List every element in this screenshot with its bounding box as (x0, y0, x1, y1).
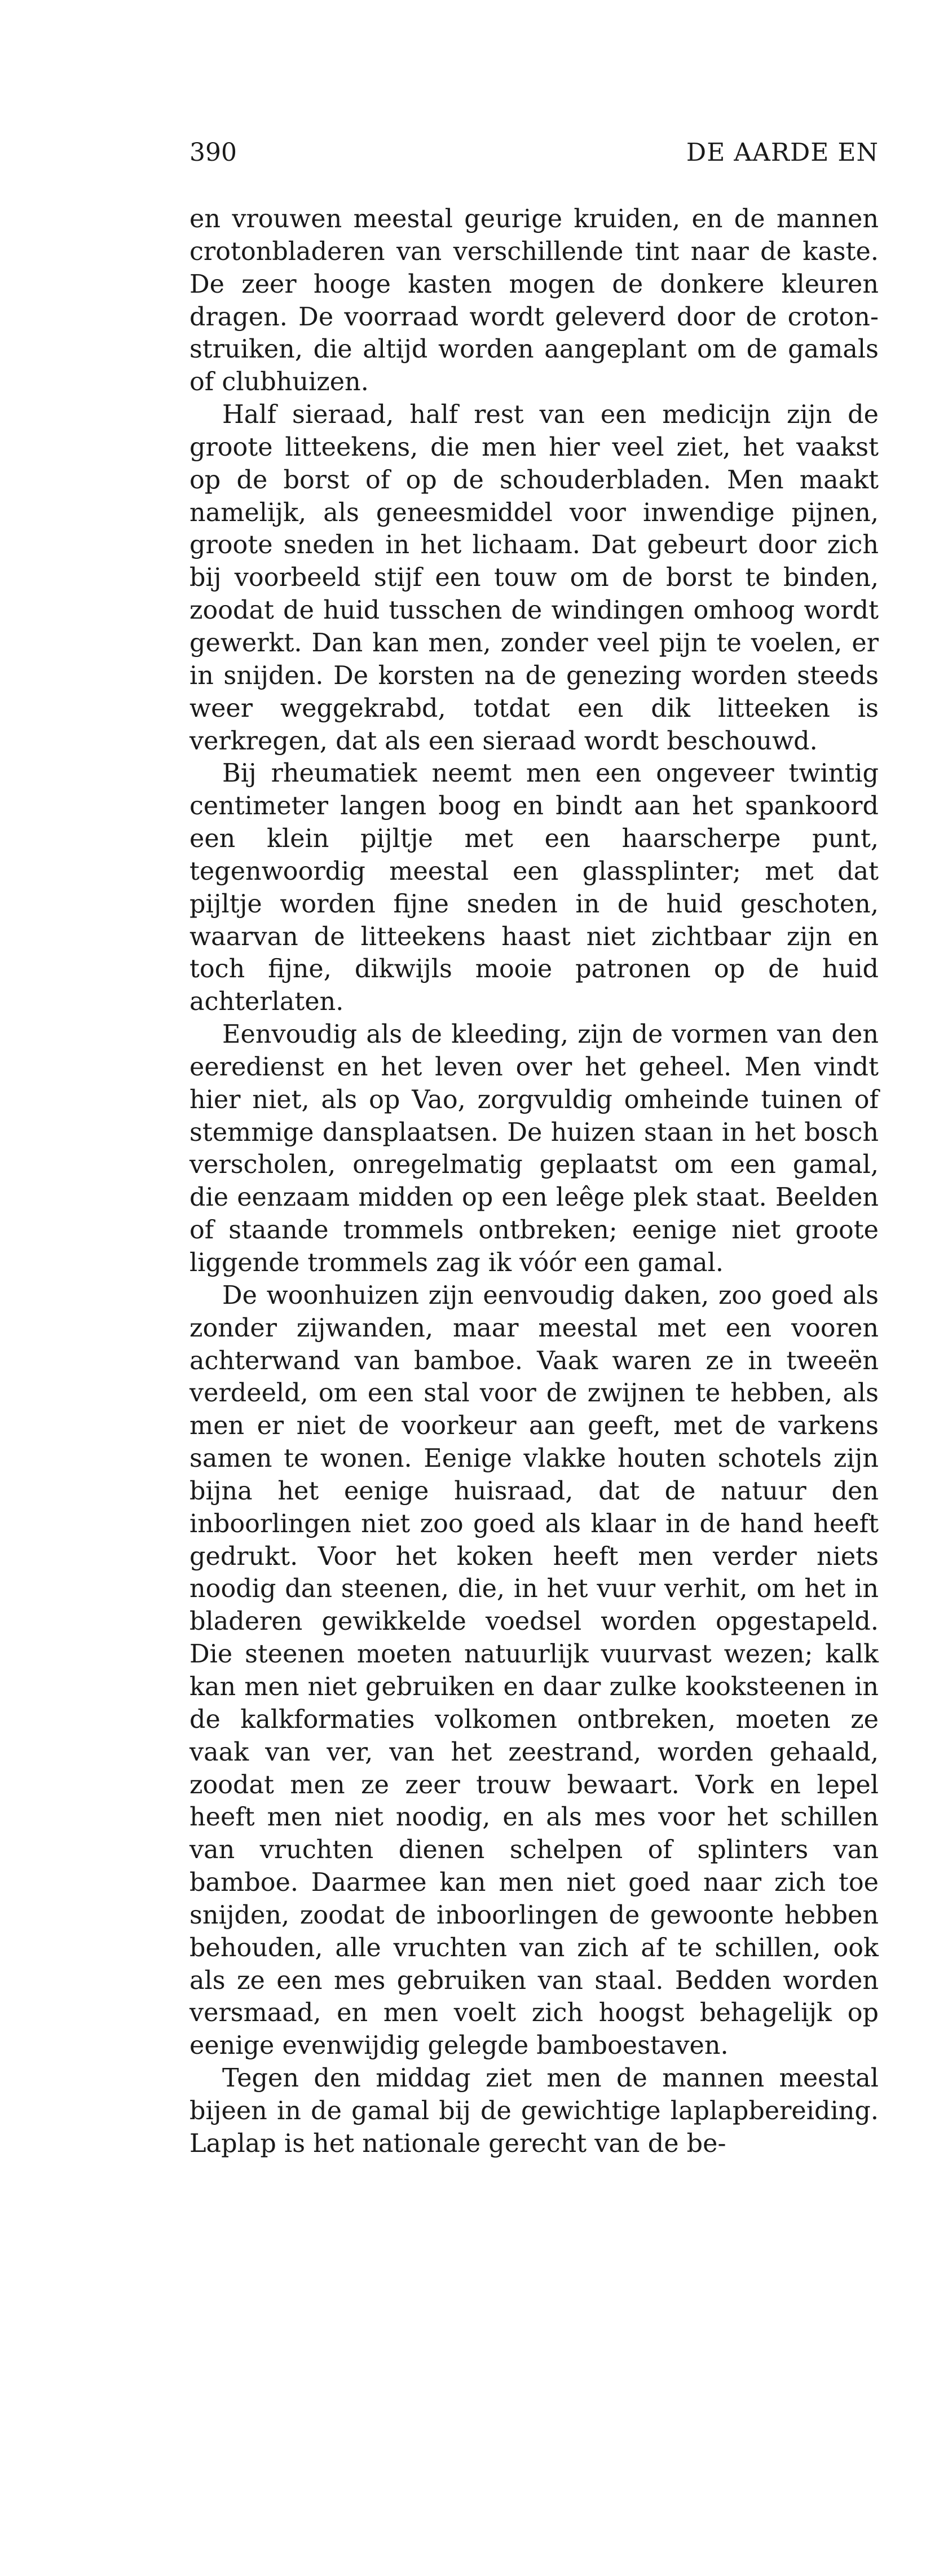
paragraph: Eenvoudig als de kleeding, zijn de vormen van den eeredienst en het leven over het geheel. Men vindt hier niet, als op Vao, zorgvuldig omheinde tuinen of stemmige dansplaatsen. De huizen staan in het bosch verscholen, onregelmatig geplaatst om een gamal, die eenzaam midden op een leêge plek staat. Beelden of staande trommels ontbreken; eenige niet groote liggende trommels zag ik vóór een gamal. (189, 1020, 879, 1277)
paragraph: Tegen den middag ziet men de mannen meestal bijeen in de gamal bij de gewichtige laplapbereiding. Laplap is het nationale gerecht van de be- (189, 2064, 879, 2158)
page-header (189, 133, 879, 173)
page-number: 390 (189, 138, 237, 167)
body-text (189, 203, 879, 2160)
running-title: DE AARDE EN (686, 138, 879, 167)
paragraph: en vrouwen meestal geurige kruiden, en de mannen crotonbladeren van verschillende tint naar de kaste. De zeer hooge kasten mogen de donkere kleuren dragen. De voorraad wordt geleverd door de crotonstruiken, die altijd worden aangeplant om de gamals of clubhuizen. (189, 205, 879, 397)
paragraph: Bij rheumatiek neemt men een ongeveer twintig centimeter langen boog en bindt aan het spankoord een klein pijltje met een haarscherpe punt, tegenwoordig meestal een glassplinter; met dat pijltje worden fijne sneden in de huid geschoten, waarvan de litteekens haast niet zichtbaar zijn en toch fijne, dikwijls mooie patronen op de huid achterlaten. (189, 759, 879, 1017)
paragraph: De woonhuizen zijn eenvoudig daken, zoo goed als zonder zijwanden, maar meestal met een vooren achterwand van bamboe. Vaak waren ze in tweeën verdeeld, om een stal voor de zwijnen te hebben, als men er niet de voorkeur aan geeft, met de varkens samen te wonen. Eenige vlakke houten schotels zijn bijna het eenige huisraad, dat de natuur den inboorlingen niet zoo goed als klaar in de hand heeft gedrukt. Voor het koken heeft men verder niets noodig dan steenen, die, in het vuur verhit, om het in bladeren gewikkelde voedsel worden opgestapeld. Die steenen moeten natuurlijk vuurvast wezen; kalk kan men niet gebruiken en daar zulke kooksteenen in de kalkformaties volkomen ontbreken, moeten ze vaak van ver, van het zeestrand, worden gehaald, zoodat men ze zeer trouw bewaart. Vork en lepel heeft men niet noodig, en als mes voor het schillen van vruchten dienen schelpen of splinters van bamboe. Daarmee kan men niet goed naar zich toe snijden, zoodat de inboorlingen de gewoonte hebben behouden, alle vruchten van zich af te schillen, ook als ze een mes gebruiken van staal. Bedden worden versmaad, en men voelt zich hoogst behagelijk op eenige evenwijdig gelegde bamboestaven. (189, 1281, 879, 2061)
paragraph: Half sieraad, half rest van een medicijn zijn de groote litteekens, die men hier veel ziet, het vaakst op de borst of op de schouderbladen. Men maakt namelijk, als geneesmiddel voor inwendige pijnen, groote sneden in het lichaam. Dat gebeurt door zich bij voorbeeld stijf een touw om de borst te binden, zoodat de huid tusschen de windingen omhoog wordt gewerkt. Dan kan men, zonder veel pijn te voelen, er in snijden. De korsten na de genezing worden steeds weer weggekrabd, totdat een dik litteeken is verkregen, dat als een sieraad wordt beschouwd. (189, 400, 879, 756)
